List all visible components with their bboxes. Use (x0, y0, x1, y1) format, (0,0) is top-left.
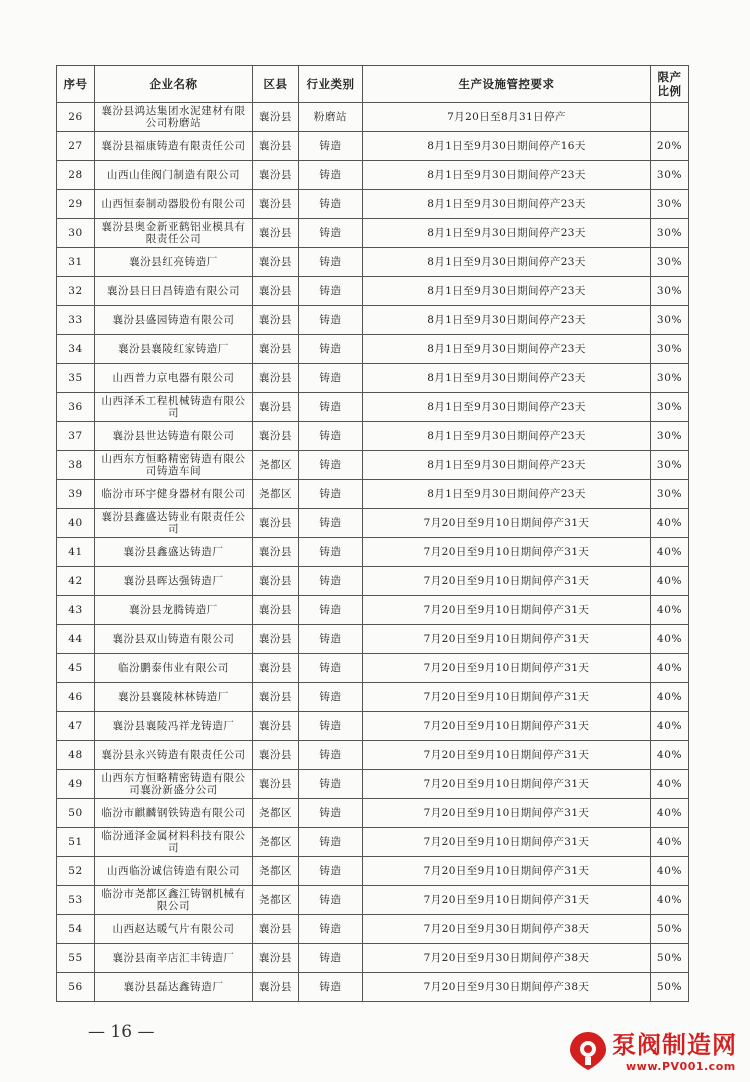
cell-seq: 56 (57, 973, 95, 1002)
cell-county: 襄汾县 (253, 393, 299, 422)
table-row (57, 219, 689, 248)
cell-industry: 铸造 (299, 190, 363, 219)
cell-seq: 45 (57, 654, 95, 683)
cell-company-name: 襄汾县龙腾铸造厂 (95, 596, 253, 625)
cell-requirement: 7月20日至8月31日停产 (363, 103, 651, 132)
table-row (57, 596, 689, 625)
cell-county: 襄汾县 (253, 712, 299, 741)
table-row (57, 654, 689, 683)
cell-requirement: 8月1日至9月30日期间停产23天 (363, 335, 651, 364)
cell-ratio (651, 103, 689, 132)
cell-company-name: 山西山佳阀门制造有限公司 (95, 161, 253, 190)
table-row (57, 712, 689, 741)
cell-company-name: 襄汾县磊达鑫铸造厂 (95, 973, 253, 1002)
cell-county: 襄汾县 (253, 277, 299, 306)
cell-county: 襄汾县 (253, 596, 299, 625)
table-row (57, 335, 689, 364)
cell-industry: 铸造 (299, 886, 363, 915)
cell-county: 襄汾县 (253, 190, 299, 219)
cell-requirement: 7月20日至9月10日期间停产31天 (363, 509, 651, 538)
cell-ratio: 30% (651, 248, 689, 277)
cell-requirement: 8月1日至9月30日期间停产23天 (363, 306, 651, 335)
cell-requirement: 7月20日至9月10日期间停产31天 (363, 770, 651, 799)
cell-industry: 铸造 (299, 509, 363, 538)
cell-industry: 铸造 (299, 596, 363, 625)
cell-county: 襄汾县 (253, 132, 299, 161)
pv001-logo-icon (568, 1030, 608, 1072)
cell-county: 尧都区 (253, 828, 299, 857)
table-row (57, 306, 689, 335)
cell-seq: 41 (57, 538, 95, 567)
table-row (57, 393, 689, 422)
cell-company-name: 山西东方恒略精密铸造有限公司铸造车间 (95, 451, 253, 480)
cell-county: 尧都区 (253, 799, 299, 828)
cell-company-name: 襄汾县襄陵林林铸造厂 (95, 683, 253, 712)
cell-industry: 铸造 (299, 857, 363, 886)
header-seq: 序号 (57, 66, 95, 103)
cell-requirement: 7月20日至9月30日期间停产38天 (363, 973, 651, 1002)
cell-industry: 铸造 (299, 161, 363, 190)
cell-county: 襄汾县 (253, 161, 299, 190)
cell-ratio: 40% (651, 683, 689, 712)
cell-county: 襄汾县 (253, 741, 299, 770)
cell-seq: 31 (57, 248, 95, 277)
cell-ratio: 40% (651, 538, 689, 567)
cell-industry: 铸造 (299, 277, 363, 306)
cell-seq: 48 (57, 741, 95, 770)
cell-requirement: 7月20日至9月10日期间停产31天 (363, 625, 651, 654)
cell-company-name: 山西恒泰制动器股份有限公司 (95, 190, 253, 219)
cell-seq: 30 (57, 219, 95, 248)
cell-seq: 33 (57, 306, 95, 335)
cell-requirement: 7月20日至9月10日期间停产31天 (363, 567, 651, 596)
cell-county: 襄汾县 (253, 538, 299, 567)
cell-seq: 54 (57, 915, 95, 944)
cell-ratio: 40% (651, 799, 689, 828)
cell-seq: 39 (57, 480, 95, 509)
cell-company-name: 临汾市麒麟钢铁铸造有限公司 (95, 799, 253, 828)
cell-seq: 51 (57, 828, 95, 857)
table-row (57, 509, 689, 538)
cell-ratio: 40% (651, 567, 689, 596)
table-row (57, 741, 689, 770)
cell-seq: 37 (57, 422, 95, 451)
cell-company-name: 襄汾县世达铸造有限公司 (95, 422, 253, 451)
cell-seq: 43 (57, 596, 95, 625)
cell-requirement: 8月1日至9月30日期间停产16天 (363, 132, 651, 161)
cell-seq: 35 (57, 364, 95, 393)
cell-seq: 53 (57, 886, 95, 915)
cell-requirement: 7月20日至9月10日期间停产31天 (363, 799, 651, 828)
cell-requirement: 7月20日至9月10日期间停产31天 (363, 828, 651, 857)
cell-ratio: 40% (651, 509, 689, 538)
header-name: 企业名称 (95, 66, 253, 103)
cell-requirement: 7月20日至9月10日期间停产31天 (363, 654, 651, 683)
cell-county: 襄汾县 (253, 915, 299, 944)
header-industry: 行业类别 (299, 66, 363, 103)
watermark-brand: 泵阀制造网 (612, 1031, 737, 1059)
cell-county: 襄汾县 (253, 770, 299, 799)
cell-county: 襄汾县 (253, 306, 299, 335)
table-row (57, 364, 689, 393)
cell-ratio: 30% (651, 422, 689, 451)
cell-seq: 44 (57, 625, 95, 654)
cell-seq: 42 (57, 567, 95, 596)
cell-requirement: 8月1日至9月30日期间停产23天 (363, 422, 651, 451)
cell-county: 尧都区 (253, 886, 299, 915)
cell-county: 襄汾县 (253, 625, 299, 654)
cell-ratio: 30% (651, 335, 689, 364)
cell-requirement: 8月1日至9月30日期间停产23天 (363, 161, 651, 190)
table-row (57, 161, 689, 190)
cell-company-name: 襄汾县鑫盛达铸业有限责任公司 (95, 509, 253, 538)
cell-industry: 铸造 (299, 480, 363, 509)
cell-requirement: 7月20日至9月10日期间停产31天 (363, 712, 651, 741)
table-row (57, 944, 689, 973)
cell-company-name: 襄汾县鸿达集团水泥建材有限公司粉磨站 (95, 103, 253, 132)
cell-seq: 49 (57, 770, 95, 799)
cell-ratio: 50% (651, 915, 689, 944)
cell-company-name: 襄汾县襄陵红家铸造厂 (95, 335, 253, 364)
cell-industry: 铸造 (299, 770, 363, 799)
cell-ratio: 30% (651, 306, 689, 335)
cell-company-name: 襄汾县襄陵冯祥龙铸造厂 (95, 712, 253, 741)
cell-ratio: 50% (651, 973, 689, 1002)
cell-company-name: 襄汾县红亮铸造厂 (95, 248, 253, 277)
cell-company-name: 山西东方恒略精密铸造有限公司襄汾新盛分公司 (95, 770, 253, 799)
cell-seq: 34 (57, 335, 95, 364)
cell-company-name: 襄汾县日日昌铸造有限公司 (95, 277, 253, 306)
table-body (57, 103, 689, 1002)
cell-requirement: 8月1日至9月30日期间停产23天 (363, 393, 651, 422)
table-row (57, 886, 689, 915)
cell-ratio: 30% (651, 364, 689, 393)
cell-industry: 铸造 (299, 538, 363, 567)
cell-county: 襄汾县 (253, 335, 299, 364)
cell-industry: 铸造 (299, 422, 363, 451)
watermark-url: www.PV001.com (626, 1060, 736, 1073)
cell-county: 襄汾县 (253, 219, 299, 248)
cell-requirement: 8月1日至9月30日期间停产23天 (363, 364, 651, 393)
cell-industry: 铸造 (299, 973, 363, 1002)
table-row (57, 973, 689, 1002)
cell-requirement: 8月1日至9月30日期间停产23天 (363, 451, 651, 480)
cell-ratio: 30% (651, 393, 689, 422)
cell-ratio: 40% (651, 857, 689, 886)
table-row (57, 480, 689, 509)
cell-company-name: 襄汾县南辛店汇丰铸造厂 (95, 944, 253, 973)
cell-county: 襄汾县 (253, 248, 299, 277)
table-row (57, 857, 689, 886)
cell-industry: 铸造 (299, 393, 363, 422)
cell-requirement: 7月20日至9月10日期间停产31天 (363, 596, 651, 625)
cell-industry: 铸造 (299, 335, 363, 364)
cell-ratio: 30% (651, 190, 689, 219)
header-ratio-line1: 限产 (657, 70, 682, 84)
table-row (57, 248, 689, 277)
table-row (57, 103, 689, 132)
header-county: 区县 (253, 66, 299, 103)
cell-company-name: 襄汾县永兴铸造有限责任公司 (95, 741, 253, 770)
cell-ratio: 40% (651, 625, 689, 654)
cell-ratio: 40% (651, 886, 689, 915)
cell-seq: 46 (57, 683, 95, 712)
cell-seq: 36 (57, 393, 95, 422)
enterprise-control-table (56, 65, 689, 1002)
table-row (57, 915, 689, 944)
table-row (57, 828, 689, 857)
cell-county: 襄汾县 (253, 654, 299, 683)
cell-county: 尧都区 (253, 451, 299, 480)
cell-company-name: 山西普力京电器有限公司 (95, 364, 253, 393)
cell-industry: 铸造 (299, 306, 363, 335)
cell-company-name: 襄汾县双山铸造有限公司 (95, 625, 253, 654)
cell-industry: 铸造 (299, 567, 363, 596)
cell-county: 襄汾县 (253, 973, 299, 1002)
cell-industry: 铸造 (299, 915, 363, 944)
cell-seq: 50 (57, 799, 95, 828)
cell-company-name: 山西临汾诚信铸造有限公司 (95, 857, 253, 886)
cell-seq: 26 (57, 103, 95, 132)
header-ratio (651, 66, 689, 103)
cell-county: 尧都区 (253, 857, 299, 886)
cell-company-name: 襄汾县晖达强铸造厂 (95, 567, 253, 596)
cell-seq: 32 (57, 277, 95, 306)
cell-industry: 铸造 (299, 364, 363, 393)
cell-county: 襄汾县 (253, 103, 299, 132)
cell-industry: 铸造 (299, 799, 363, 828)
cell-ratio: 30% (651, 219, 689, 248)
cell-county: 襄汾县 (253, 944, 299, 973)
table-row (57, 422, 689, 451)
table-row (57, 277, 689, 306)
cell-ratio: 20% (651, 132, 689, 161)
cell-industry: 铸造 (299, 828, 363, 857)
cell-county: 襄汾县 (253, 364, 299, 393)
cell-seq: 40 (57, 509, 95, 538)
cell-industry: 粉磨站 (299, 103, 363, 132)
cell-ratio: 30% (651, 277, 689, 306)
cell-requirement: 7月20日至9月30日期间停产38天 (363, 915, 651, 944)
table-row (57, 799, 689, 828)
cell-county: 襄汾县 (253, 509, 299, 538)
cell-requirement: 7月20日至9月30日期间停产38天 (363, 944, 651, 973)
cell-company-name: 襄汾县盛园铸造有限公司 (95, 306, 253, 335)
cell-seq: 55 (57, 944, 95, 973)
cell-seq: 27 (57, 132, 95, 161)
cell-requirement: 7月20日至9月10日期间停产31天 (363, 886, 651, 915)
cell-industry: 铸造 (299, 741, 363, 770)
cell-company-name: 襄汾县福康铸造有限责任公司 (95, 132, 253, 161)
cell-requirement: 8月1日至9月30日期间停产23天 (363, 277, 651, 306)
table-row (57, 770, 689, 799)
table-row (57, 683, 689, 712)
cell-requirement: 7月20日至9月10日期间停产31天 (363, 683, 651, 712)
cell-county: 尧都区 (253, 480, 299, 509)
cell-county: 襄汾县 (253, 683, 299, 712)
table-row (57, 451, 689, 480)
header-ratio-line2: 比例 (657, 84, 682, 98)
cell-requirement: 8月1日至9月30日期间停产23天 (363, 190, 651, 219)
cell-company-name: 临汾市尧都区鑫江铸钢机械有限公司 (95, 886, 253, 915)
cell-company-name: 临汾鹏泰伟业有限公司 (95, 654, 253, 683)
cell-ratio: 40% (651, 770, 689, 799)
cell-seq: 47 (57, 712, 95, 741)
cell-ratio: 30% (651, 451, 689, 480)
site-watermark (566, 1028, 744, 1076)
cell-seq: 28 (57, 161, 95, 190)
table-header-row (57, 66, 689, 103)
cell-ratio: 40% (651, 654, 689, 683)
cell-industry: 铸造 (299, 451, 363, 480)
cell-ratio: 40% (651, 741, 689, 770)
cell-seq: 52 (57, 857, 95, 886)
cell-industry: 铸造 (299, 248, 363, 277)
table-row (57, 190, 689, 219)
cell-ratio: 40% (651, 828, 689, 857)
cell-requirement: 7月20日至9月10日期间停产31天 (363, 538, 651, 567)
table-row (57, 132, 689, 161)
cell-company-name: 山西赵达暖气片有限公司 (95, 915, 253, 944)
cell-ratio: 30% (651, 480, 689, 509)
cell-requirement: 7月20日至9月10日期间停产31天 (363, 741, 651, 770)
cell-industry: 铸造 (299, 683, 363, 712)
cell-requirement: 8月1日至9月30日期间停产23天 (363, 248, 651, 277)
cell-requirement: 7月20日至9月10日期间停产31天 (363, 857, 651, 886)
table-row (57, 567, 689, 596)
cell-company-name: 临汾市环宇健身器材有限公司 (95, 480, 253, 509)
cell-ratio: 40% (651, 596, 689, 625)
cell-ratio: 50% (651, 944, 689, 973)
cell-company-name: 襄汾县奥金新亚鹤铝业模具有限责任公司 (95, 219, 253, 248)
cell-industry: 铸造 (299, 712, 363, 741)
cell-seq: 29 (57, 190, 95, 219)
table-row (57, 625, 689, 654)
cell-industry: 铸造 (299, 654, 363, 683)
cell-county: 襄汾县 (253, 567, 299, 596)
cell-ratio: 30% (651, 161, 689, 190)
cell-industry: 铸造 (299, 944, 363, 973)
cell-industry: 铸造 (299, 219, 363, 248)
cell-requirement: 8月1日至9月30日期间停产23天 (363, 219, 651, 248)
cell-industry: 铸造 (299, 132, 363, 161)
table-row (57, 538, 689, 567)
cell-county: 襄汾县 (253, 422, 299, 451)
cell-requirement: 8月1日至9月30日期间停产23天 (363, 480, 651, 509)
header-requirement: 生产设施管控要求 (363, 66, 651, 103)
cell-industry: 铸造 (299, 625, 363, 654)
page-number: — 16 — (88, 1022, 155, 1042)
cell-company-name: 临汾通泽金属材料科技有限公司 (95, 828, 253, 857)
cell-company-name: 襄汾县鑫盛达铸造厂 (95, 538, 253, 567)
cell-company-name: 山西泽禾工程机械铸造有限公司 (95, 393, 253, 422)
cell-ratio: 40% (651, 712, 689, 741)
cell-seq: 38 (57, 451, 95, 480)
